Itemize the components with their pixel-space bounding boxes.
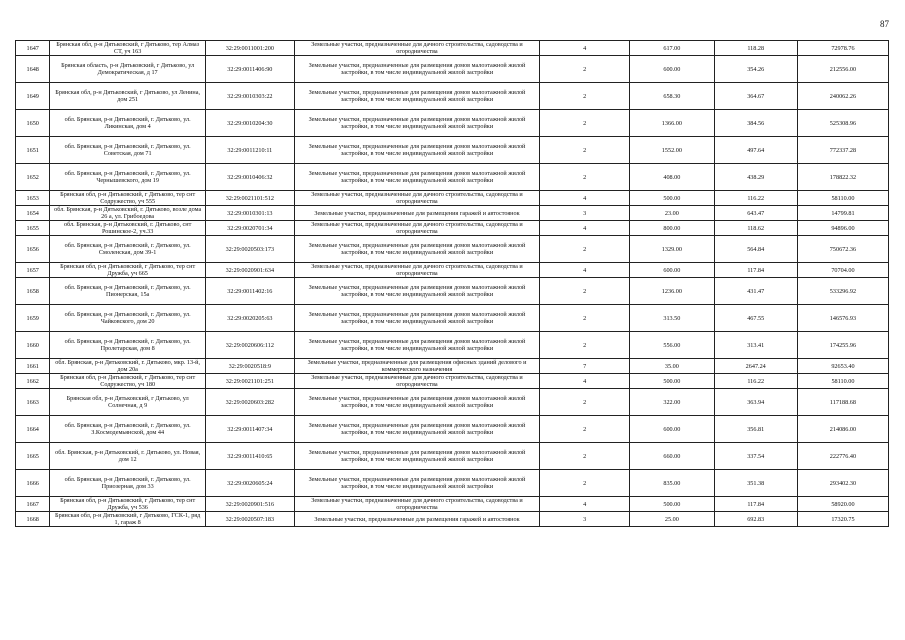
unit-value-cell: 116.22 bbox=[714, 374, 797, 389]
unit-value-cell: 117.84 bbox=[714, 263, 797, 278]
area-cell: 408.00 bbox=[630, 164, 714, 191]
cadastral-value-cell: 58110.00 bbox=[797, 374, 888, 389]
area-cell: 313.50 bbox=[630, 305, 714, 332]
unit-value-cell: 467.55 bbox=[714, 305, 797, 332]
row-number-cell: 1652 bbox=[16, 164, 50, 191]
group-number-cell: 4 bbox=[540, 497, 630, 512]
address-cell: обл. Брянская, р-н Дятьковский, г. Дятьково, ул. З.Космодемьянской, дом 44 bbox=[50, 416, 205, 443]
group-number-cell: 4 bbox=[540, 221, 630, 236]
row-number-cell: 1658 bbox=[16, 278, 50, 305]
area-cell: 600.00 bbox=[630, 263, 714, 278]
area-cell: 556.00 bbox=[630, 332, 714, 359]
address-cell: обл. Брянская, р-н Дятьковский, г. Дятьково, ул. Пролетарская, дом 8 bbox=[50, 332, 205, 359]
area-cell: 25.00 bbox=[630, 512, 714, 527]
land-use-cell: Земельные участки, предназначенные для дачного строительства, садоводства и огородничества bbox=[294, 374, 539, 389]
cadastral-value-cell: 212556.00 bbox=[797, 56, 888, 83]
cadastral-number-cell: 32:29:0010406:32 bbox=[205, 164, 294, 191]
unit-value-cell: 351.38 bbox=[714, 470, 797, 497]
row-number-cell: 1655 bbox=[16, 221, 50, 236]
unit-value-cell: 384.56 bbox=[714, 110, 797, 137]
cadastral-value-cell: 178822.32 bbox=[797, 164, 888, 191]
cadastral-value-cell: 240062.26 bbox=[797, 83, 888, 110]
address-cell: обл. Брянская, р-н Дятьковский, г. Дятьково, ул. Чайковского, дом 20 bbox=[50, 305, 205, 332]
group-number-cell: 2 bbox=[540, 332, 630, 359]
address-cell: Брянская область, р-н Дятьковский, г Дятьково, ул Демократическая, д 17 bbox=[50, 56, 205, 83]
table-body bbox=[16, 41, 889, 527]
page-number: 87 bbox=[880, 19, 889, 29]
land-use-cell: Земельные участки, предназначенные для дачного строительства, садоводства и огородничества bbox=[294, 497, 539, 512]
row-number-cell: 1648 bbox=[16, 56, 50, 83]
address-cell: Брянская обл, р-н Дятьковский, г Дятьково, ул Солнечная, д 9 bbox=[50, 389, 205, 416]
area-cell: 1366.00 bbox=[630, 110, 714, 137]
area-cell: 617.00 bbox=[630, 41, 714, 56]
land-use-cell: Земельные участки, предназначенные для дачного строительства, садоводства и огородничества bbox=[294, 191, 539, 206]
group-number-cell: 3 bbox=[540, 206, 630, 221]
unit-value-cell: 117.84 bbox=[714, 497, 797, 512]
group-number-cell: 2 bbox=[540, 83, 630, 110]
area-cell: 500.00 bbox=[630, 191, 714, 206]
address-cell: обл. Брянская, р-н Дятьковский, г. Дятьково, ул. Новая, дом 12 bbox=[50, 443, 205, 470]
group-number-cell: 2 bbox=[540, 236, 630, 263]
row-number-cell: 1649 bbox=[16, 83, 50, 110]
address-cell: обл. Брянская, р-н Дятьковский, г. Дятьково, возле дома 26 а, ул. Грибоедова bbox=[50, 206, 205, 221]
unit-value-cell: 438.29 bbox=[714, 164, 797, 191]
table-row bbox=[16, 416, 889, 443]
row-number-cell: 1662 bbox=[16, 374, 50, 389]
area-cell: 35.00 bbox=[630, 359, 714, 374]
cadastral-number-cell: 32:29:0020605:24 bbox=[205, 470, 294, 497]
cadastral-number-cell: 32:29:0021101:512 bbox=[205, 191, 294, 206]
cadastral-number-cell: 32:29:0020901:634 bbox=[205, 263, 294, 278]
cadastral-number-cell: 32:29:0020701:34 bbox=[205, 221, 294, 236]
group-number-cell: 7 bbox=[540, 359, 630, 374]
address-cell: обл. Брянская, р-н Дятьковский, г. Дятьково, снт Рошинское-2, уч.33 bbox=[50, 221, 205, 236]
unit-value-cell: 118.28 bbox=[714, 41, 797, 56]
cadastral-value-cell: 293402.30 bbox=[797, 470, 888, 497]
row-number-cell: 1650 bbox=[16, 110, 50, 137]
area-cell: 600.00 bbox=[630, 416, 714, 443]
cadastral-value-cell: 58920.00 bbox=[797, 497, 888, 512]
cadastral-value-cell: 92653.40 bbox=[797, 359, 888, 374]
table-row bbox=[16, 305, 889, 332]
cadastral-value-cell: 70704.00 bbox=[797, 263, 888, 278]
row-number-cell: 1661 bbox=[16, 359, 50, 374]
unit-value-cell: 564.84 bbox=[714, 236, 797, 263]
table-row bbox=[16, 41, 889, 56]
cadastral-number-cell: 32:29:0020205:63 bbox=[205, 305, 294, 332]
group-number-cell: 2 bbox=[540, 443, 630, 470]
table-row bbox=[16, 263, 889, 278]
cadastral-number-cell: 32:29:0011210:11 bbox=[205, 137, 294, 164]
area-cell: 660.00 bbox=[630, 443, 714, 470]
cadastral-number-cell: 32:29:0010204:30 bbox=[205, 110, 294, 137]
address-cell: обл. Брянская, р-н Дятьковский, г. Дятьково, ул. Смоленская, дом 39-1 bbox=[50, 236, 205, 263]
unit-value-cell: 431.47 bbox=[714, 278, 797, 305]
land-use-cell: Земельные участки, предназначенные для размещения домов малоэтажной жилой застройки, в том числе индивидуальной жилой застройки bbox=[294, 236, 539, 263]
unit-value-cell: 364.67 bbox=[714, 83, 797, 110]
row-number-cell: 1659 bbox=[16, 305, 50, 332]
table-row bbox=[16, 443, 889, 470]
table-row bbox=[16, 389, 889, 416]
table-row bbox=[16, 497, 889, 512]
land-use-cell: Земельные участки, предназначенные для размещения домов малоэтажной жилой застройки, в том числе индивидуальной жилой застройки bbox=[294, 389, 539, 416]
table-row bbox=[16, 56, 889, 83]
cadastral-value-cell: 58110.00 bbox=[797, 191, 888, 206]
unit-value-cell: 643.47 bbox=[714, 206, 797, 221]
cadastral-value-cell: 214086.00 bbox=[797, 416, 888, 443]
table-row bbox=[16, 236, 889, 263]
cadastral-value-cell: 525308.96 bbox=[797, 110, 888, 137]
cadastral-number-cell: 32:29:0020901:516 bbox=[205, 497, 294, 512]
group-number-cell: 2 bbox=[540, 416, 630, 443]
cadastral-value-table bbox=[15, 40, 889, 527]
table-row bbox=[16, 191, 889, 206]
row-number-cell: 1651 bbox=[16, 137, 50, 164]
table-row bbox=[16, 206, 889, 221]
group-number-cell: 4 bbox=[540, 263, 630, 278]
area-cell: 600.00 bbox=[630, 56, 714, 83]
cadastral-value-cell: 14799.81 bbox=[797, 206, 888, 221]
unit-value-cell: 337.54 bbox=[714, 443, 797, 470]
land-use-cell: Земельные участки, предназначенные для дачного строительства, садоводства и огородничества bbox=[294, 263, 539, 278]
land-use-cell: Земельные участки, предназначенные для размещения домов малоэтажной жилой застройки, в том числе индивидуальной жилой застройки bbox=[294, 416, 539, 443]
unit-value-cell: 313.41 bbox=[714, 332, 797, 359]
table-row bbox=[16, 83, 889, 110]
cadastral-value-cell: 72978.76 bbox=[797, 41, 888, 56]
cadastral-number-cell: 32:29:0021101:251 bbox=[205, 374, 294, 389]
area-cell: 835.00 bbox=[630, 470, 714, 497]
address-cell: Брянская обл, р-н Дятьковский, г Дятьково, тер Алмаз СТ, уч 163 bbox=[50, 41, 205, 56]
row-number-cell: 1665 bbox=[16, 443, 50, 470]
table-row bbox=[16, 359, 889, 374]
row-number-cell: 1647 bbox=[16, 41, 50, 56]
row-number-cell: 1656 bbox=[16, 236, 50, 263]
unit-value-cell: 116.22 bbox=[714, 191, 797, 206]
address-cell: Брянская обл, р-н Дятьковский, г Дятьково, тер снт Дружба, уч 665 bbox=[50, 263, 205, 278]
area-cell: 500.00 bbox=[630, 497, 714, 512]
table-row bbox=[16, 221, 889, 236]
unit-value-cell: 692.83 bbox=[714, 512, 797, 527]
row-number-cell: 1654 bbox=[16, 206, 50, 221]
cadastral-value-cell: 772337.28 bbox=[797, 137, 888, 164]
address-cell: обл. Брянская, р-н Дятьковский, г. Дятьково, мкр. 13-й, дом 20а bbox=[50, 359, 205, 374]
cadastral-value-cell: 17320.75 bbox=[797, 512, 888, 527]
cadastral-value-cell: 750672.36 bbox=[797, 236, 888, 263]
row-number-cell: 1660 bbox=[16, 332, 50, 359]
land-use-cell: Земельные участки, предназначенные для дачного строительства, садоводства и огородничества bbox=[294, 41, 539, 56]
land-use-cell: Земельные участки, предназначенные для дачного строительства, садоводства и огородничества bbox=[294, 221, 539, 236]
cadastral-value-cell: 117188.68 bbox=[797, 389, 888, 416]
address-cell: Брянская обл, р-н Дятьковский, г Дятьково, тер снт Содружество, уч 180 bbox=[50, 374, 205, 389]
group-number-cell: 2 bbox=[540, 470, 630, 497]
row-number-cell: 1667 bbox=[16, 497, 50, 512]
area-cell: 322.00 bbox=[630, 389, 714, 416]
land-use-cell: Земельные участки, предназначенные для размещения домов малоэтажной жилой застройки, в том числе индивидуальной жилой застройки bbox=[294, 305, 539, 332]
group-number-cell: 2 bbox=[540, 110, 630, 137]
area-cell: 1329.00 bbox=[630, 236, 714, 263]
table-row bbox=[16, 110, 889, 137]
address-cell: Брянская обл, р-н Дятьковский, г Дятьково, тер снт Дружба, уч 536 bbox=[50, 497, 205, 512]
land-use-cell: Земельные участки, предназначенные для размещения домов малоэтажной жилой застройки, в том числе индивидуальной жилой застройки bbox=[294, 164, 539, 191]
land-use-cell: Земельные участки, предназначенные для размещения домов малоэтажной жилой застройки, в том числе индивидуальной жилой застройки bbox=[294, 278, 539, 305]
table-row bbox=[16, 374, 889, 389]
land-use-cell: Земельные участки, предназначенные для размещения гаражей и автостоянок bbox=[294, 206, 539, 221]
unit-value-cell: 118.62 bbox=[714, 221, 797, 236]
table-row bbox=[16, 164, 889, 191]
cadastral-value-cell: 94896.00 bbox=[797, 221, 888, 236]
address-cell: обл. Брянская, р-н Дятьковский, г. Дятьково, ул. Пионерская, 15а bbox=[50, 278, 205, 305]
group-number-cell: 3 bbox=[540, 512, 630, 527]
unit-value-cell: 363.94 bbox=[714, 389, 797, 416]
cadastral-number-cell: 32:29:0020603:282 bbox=[205, 389, 294, 416]
row-number-cell: 1653 bbox=[16, 191, 50, 206]
area-cell: 1552.00 bbox=[630, 137, 714, 164]
cadastral-number-cell: 32:29:0020503:173 bbox=[205, 236, 294, 263]
address-cell: обл. Брянская, р-н Дятьковский, г. Дятьково, ул. Советская, дом 71 bbox=[50, 137, 205, 164]
cadastral-number-cell: 32:29:0020606:112 bbox=[205, 332, 294, 359]
address-cell: Брянская обл, р-н Дятьковский, г Дятьково, ул Ленина, дом 251 bbox=[50, 83, 205, 110]
area-cell: 500.00 bbox=[630, 374, 714, 389]
group-number-cell: 4 bbox=[540, 191, 630, 206]
unit-value-cell: 2647.24 bbox=[714, 359, 797, 374]
group-number-cell: 2 bbox=[540, 137, 630, 164]
land-use-cell: Земельные участки, предназначенные для размещения офисных зданий делового и коммерческого назначения bbox=[294, 359, 539, 374]
land-use-cell: Земельные участки, предназначенные для размещения домов малоэтажной жилой застройки, в том числе индивидуальной жилой застройки bbox=[294, 443, 539, 470]
unit-value-cell: 497.64 bbox=[714, 137, 797, 164]
land-use-cell: Земельные участки, предназначенные для размещения домов малоэтажной жилой застройки, в том числе индивидуальной жилой застройки bbox=[294, 332, 539, 359]
area-cell: 23.00 bbox=[630, 206, 714, 221]
cadastral-number-cell: 32:29:0010303:22 bbox=[205, 83, 294, 110]
land-use-cell: Земельные участки, предназначенные для размещения домов малоэтажной жилой застройки, в том числе индивидуальной жилой застройки bbox=[294, 137, 539, 164]
table-row bbox=[16, 332, 889, 359]
row-number-cell: 1663 bbox=[16, 389, 50, 416]
table-row bbox=[16, 278, 889, 305]
unit-value-cell: 354.26 bbox=[714, 56, 797, 83]
cadastral-value-cell: 146576.93 bbox=[797, 305, 888, 332]
land-use-cell: Земельные участки, предназначенные для размещения гаражей и автостоянок bbox=[294, 512, 539, 527]
address-cell: обл. Брянская, р-н Дятьковский, г. Дятьково, ул. Ликинская, дом 4 bbox=[50, 110, 205, 137]
group-number-cell: 4 bbox=[540, 41, 630, 56]
cadastral-number-cell: 32:29:0020507:183 bbox=[205, 512, 294, 527]
group-number-cell: 2 bbox=[540, 164, 630, 191]
group-number-cell: 4 bbox=[540, 374, 630, 389]
land-use-cell: Земельные участки, предназначенные для размещения домов малоэтажной жилой застройки, в том числе индивидуальной жилой застройки bbox=[294, 110, 539, 137]
cadastral-value-cell: 533296.92 bbox=[797, 278, 888, 305]
land-use-cell: Земельные участки, предназначенные для размещения домов малоэтажной жилой застройки, в том числе индивидуальной жилой застройки bbox=[294, 470, 539, 497]
cadastral-number-cell: 32:29:0010301:13 bbox=[205, 206, 294, 221]
row-number-cell: 1664 bbox=[16, 416, 50, 443]
table-row bbox=[16, 470, 889, 497]
cadastral-number-cell: 32:29:0011407:34 bbox=[205, 416, 294, 443]
group-number-cell: 2 bbox=[540, 56, 630, 83]
land-use-cell: Земельные участки, предназначенные для размещения домов малоэтажной жилой застройки, в том числе индивидуальной жилой застройки bbox=[294, 56, 539, 83]
row-number-cell: 1657 bbox=[16, 263, 50, 278]
address-cell: обл. Брянская, р-н Дятьковский, г. Дятьково, ул. Чернышевского, дом 19 bbox=[50, 164, 205, 191]
area-cell: 800.00 bbox=[630, 221, 714, 236]
cadastral-number-cell: 32:29:0020518:9 bbox=[205, 359, 294, 374]
cadastral-number-cell: 32:29:0011001:200 bbox=[205, 41, 294, 56]
address-cell: Брянская обл, р-н Дятьковский, г Дятьково, тер снт Содружество, уч 555 bbox=[50, 191, 205, 206]
row-number-cell: 1666 bbox=[16, 470, 50, 497]
row-number-cell: 1668 bbox=[16, 512, 50, 527]
land-use-cell: Земельные участки, предназначенные для размещения домов малоэтажной жилой застройки, в том числе индивидуальной жилой застройки bbox=[294, 83, 539, 110]
area-cell: 658.30 bbox=[630, 83, 714, 110]
group-number-cell: 2 bbox=[540, 278, 630, 305]
table-row bbox=[16, 137, 889, 164]
cadastral-number-cell: 32:29:0011410:65 bbox=[205, 443, 294, 470]
group-number-cell: 2 bbox=[540, 305, 630, 332]
table-row bbox=[16, 512, 889, 527]
unit-value-cell: 356.81 bbox=[714, 416, 797, 443]
cadastral-number-cell: 32:29:0011406:90 bbox=[205, 56, 294, 83]
cadastral-value-cell: 174255.96 bbox=[797, 332, 888, 359]
address-cell: обл. Брянская, р-н Дятьковский, г. Дятьково, ул. Приозерная, дом 33 bbox=[50, 470, 205, 497]
address-cell: Брянская обл, р-н Дятьковский, г Дятьково, ГСК-1, ряд 1, гараж 8 bbox=[50, 512, 205, 527]
area-cell: 1236.00 bbox=[630, 278, 714, 305]
group-number-cell: 2 bbox=[540, 389, 630, 416]
cadastral-value-cell: 222776.40 bbox=[797, 443, 888, 470]
cadastral-number-cell: 32:29:0011402:16 bbox=[205, 278, 294, 305]
